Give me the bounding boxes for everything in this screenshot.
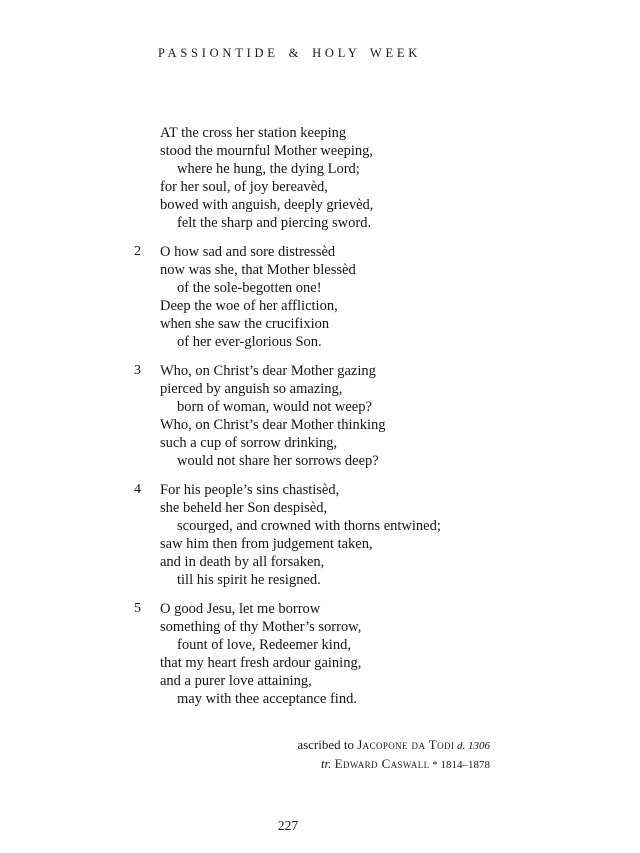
verse-line: something of thy Mother’s sorrow, — [160, 619, 362, 635]
verse-line: scourged, and crowned with thorns entwined; — [177, 518, 441, 534]
verse-line: that my heart fresh ardour gaining, — [160, 655, 362, 671]
verse-line: O good Jesu, let me borrow — [160, 601, 321, 617]
page-number: 227 — [277, 818, 299, 833]
verse-line: such a cup of sorrow drinking, — [160, 435, 338, 451]
attribution-translator-label: tr. — [320, 756, 335, 771]
attribution-ascribed-label: ascribed to — [297, 737, 358, 752]
verse-line: bowed with anguish, deeply grievèd, — [160, 197, 374, 213]
verse-line: stood the mournful Mother weeping, — [160, 143, 374, 159]
stanza — [134, 243, 554, 351]
verse-line: For his people’s sins chastisèd, — [160, 482, 340, 498]
attribution-translator-date: * 1814–1878 — [429, 759, 490, 771]
verse-line: O how sad and sore distressèd — [160, 244, 336, 260]
verse-line: Who, on Christ’s dear Mother thinking — [160, 417, 386, 433]
stanza-lines — [160, 481, 554, 589]
stanza — [134, 124, 554, 232]
stanza-lines — [160, 243, 554, 351]
verse-line: of the sole-begotten one! — [177, 280, 322, 296]
stanza-number: 5 — [134, 601, 141, 616]
attribution-translator-line — [297, 755, 490, 774]
verse-line: felt the sharp and piercing sword. — [177, 215, 372, 231]
verse-line: AT the cross her station keeping — [160, 125, 347, 141]
stanza-number: 2 — [134, 244, 141, 259]
verse-line: Who, on Christ’s dear Mother gazing — [160, 363, 376, 379]
hymn-text — [134, 124, 554, 719]
verse-line: when she saw the crucifixion — [160, 316, 330, 332]
verse-line: pierced by anguish so amazing, — [160, 381, 343, 397]
verse-line: where he hung, the dying Lord; — [177, 161, 360, 177]
stanza — [134, 481, 554, 589]
verse-line: may with thee acceptance find. — [177, 691, 357, 707]
stanza-number: 3 — [134, 363, 141, 378]
attribution-translator-name: Edward Caswall — [334, 756, 430, 771]
stanza-number: 4 — [134, 482, 141, 497]
verse-line: now was she, that Mother blessèd — [160, 262, 356, 278]
stanza-lines — [160, 124, 554, 232]
verse-line: and in death by all forsaken, — [160, 554, 325, 570]
verse-line: born of woman, would not weep? — [177, 399, 372, 415]
verse-line: she beheld her Son despisèd, — [160, 500, 328, 516]
verse-line: fount of love, Redeemer kind, — [177, 637, 351, 653]
stanza-number — [134, 124, 160, 232]
stanza-lines — [160, 600, 554, 708]
verse-line: of her ever-glorious Son. — [177, 334, 322, 350]
verse-line: and a purer love attaining, — [160, 673, 312, 689]
attribution-author-line — [297, 736, 490, 755]
verse-line: till his spirit he resigned. — [177, 572, 321, 588]
stanza — [134, 600, 554, 708]
section-heading: PASSIONTIDE & HOLY WEEK — [158, 46, 422, 60]
attribution — [297, 736, 490, 774]
verse-line: for her soul, of joy bereavèd, — [160, 179, 328, 195]
verse-line: saw him then from judgement taken, — [160, 536, 373, 552]
attribution-author-date: d. 1306 — [454, 740, 490, 752]
verse-line: Deep the woe of her affliction, — [160, 298, 338, 314]
stanza-lines — [160, 362, 554, 470]
stanza — [134, 362, 554, 470]
attribution-author-name: Jacopone da Todi — [357, 737, 455, 752]
verse-line: would not share her sorrows deep? — [177, 453, 379, 469]
